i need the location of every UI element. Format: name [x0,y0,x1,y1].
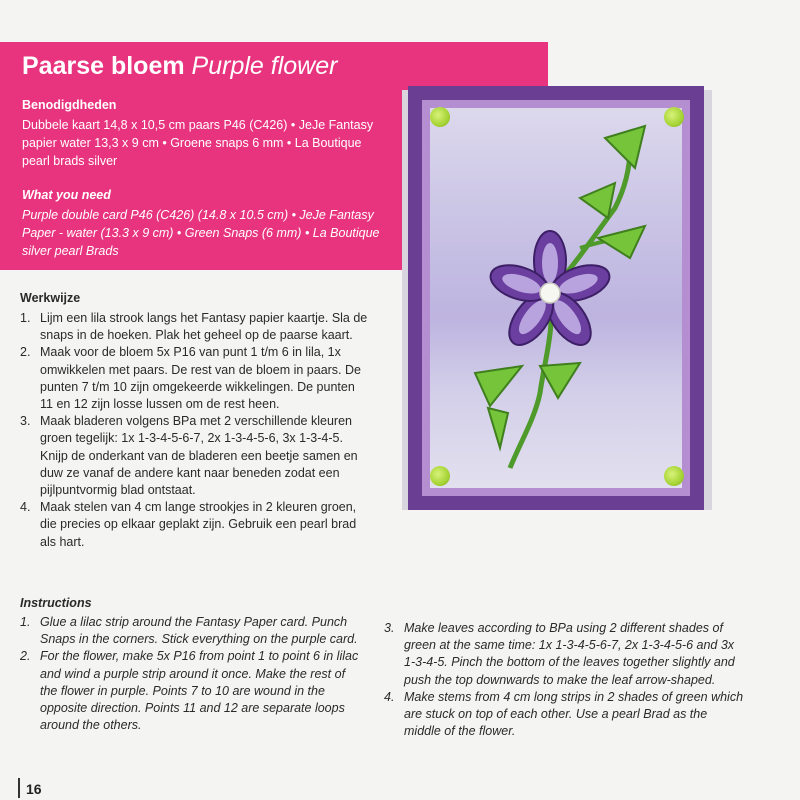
leaf [488,408,508,448]
method-heading-en: Instructions [20,596,92,610]
step-text: Glue a lilac strip around the Fantasy Paper card. Punch Snaps in the corners. Stick everything on the purple card. [40,615,358,647]
petal-inner [542,243,558,283]
step-text: Maak bladeren volgens BPa met 2 verschillende kleuren groen tegelijk: 1x 1-3-4-5-6-7, 2x 1-3-4-5-6, 3x 1-3-4-5. Knijp de onderkant van de bladeren een beetje samen en duw ze vanaf de andere kant naar beneden zodat een pijlpuntvormig blad ontstaat. [40,414,358,498]
green-snap [430,107,450,127]
step-text: Maak voor de bloem 5x P16 van punt 1 t/m 6 in lila, 1x omwikkelen met paars. De rest van de bloem in paars. De punten 7 t/m 10 zijn omgekeerde wikkelingen. De punten 11 en 12 zijn losse lussen om de rest heen. [40,345,361,412]
step-number: 1. [20,615,31,629]
materials-list-en: Purple double card P46 (C426) (14.8 x 10.5 cm) • JeJe Fantasy Paper - water (13.3 x 9 cm) • Green Snaps (6 mm) • La Boutique silver pearl Brads [22,208,380,258]
step-item [20,499,370,551]
leaf [475,366,522,406]
page-title [22,52,337,81]
step-number: 4. [20,500,31,515]
method-steps-en-right [384,620,744,740]
step-item [20,648,360,734]
method-steps-nl [20,310,370,551]
step-text: Lijm een lila strook langs het Fantasy papier kaartje. Sla de snaps in de hoeken. Plak het geheel op de paarse kaart. [40,311,368,343]
title-dutch: Paarse bloem [22,52,185,80]
materials-heading-nl: Benodigdheden [22,98,117,112]
step-item [20,344,370,413]
step-text: For the flower, make 5x P16 from point 1 to point 6 in lilac and wind a purple strip around it once. Make the rest of the flower in purple. Points 7 to 10 are wound in the opposite direction. Points 11 and 12 are separate loops around the others. [40,649,359,733]
green-snap [664,466,684,486]
step-number: 1. [20,311,31,325]
step-item [20,614,360,648]
step-text: Make leaves according to BPa using 2 different shades of green at the same time: 1x 1-3-4-5-6-7, 2x 1-3-4-5-6 and 3x 1-3-4-5. Pinch the bottom of the leaves together slightly and push the top downwards to make the leaf arrow-shaped. [404,621,735,687]
leaf [540,363,580,398]
pearl-brad [540,283,560,303]
materials-list-nl: Dubbele kaart 14,8 x 10,5 cm paars P46 (C426) • JeJe Fantasy papier water 13,3 x 9 cm • Groene snaps 6 mm • La Boutique pearl brads silver [22,118,374,168]
step-item [384,689,744,741]
step-item [20,413,370,499]
step-number: 3. [20,414,31,429]
method-steps-en-left [20,614,360,734]
green-snap [430,466,450,486]
step-number: 4. [384,689,395,704]
quilled-flower-illustration [430,108,682,488]
leaf [580,183,615,218]
step-text: Maak stelen van 4 cm lange strookjes in 2 kleuren groen, die precies op elkaar geplakt zijn. Gebruik een pearl brad als hart. [40,500,357,549]
green-snap [664,107,684,127]
step-item [20,310,370,344]
method-heading-nl: Werkwijze [20,291,81,305]
leaf [598,226,645,258]
page-number: 16 [26,781,42,797]
materials-heading-en: What you need [22,188,111,202]
leaf [605,126,645,168]
page-number-bar [18,778,20,798]
step-item [384,620,744,689]
step-number: 2. [20,649,31,664]
title-english: Purple flower [191,52,338,80]
step-number: 2. [20,345,31,360]
step-number: 3. [384,621,395,635]
step-text: Make stems from 4 cm long strips in 2 shades of green which are stuck on top of each other. Use a pearl Brad as the middle of the flower. [404,689,744,739]
